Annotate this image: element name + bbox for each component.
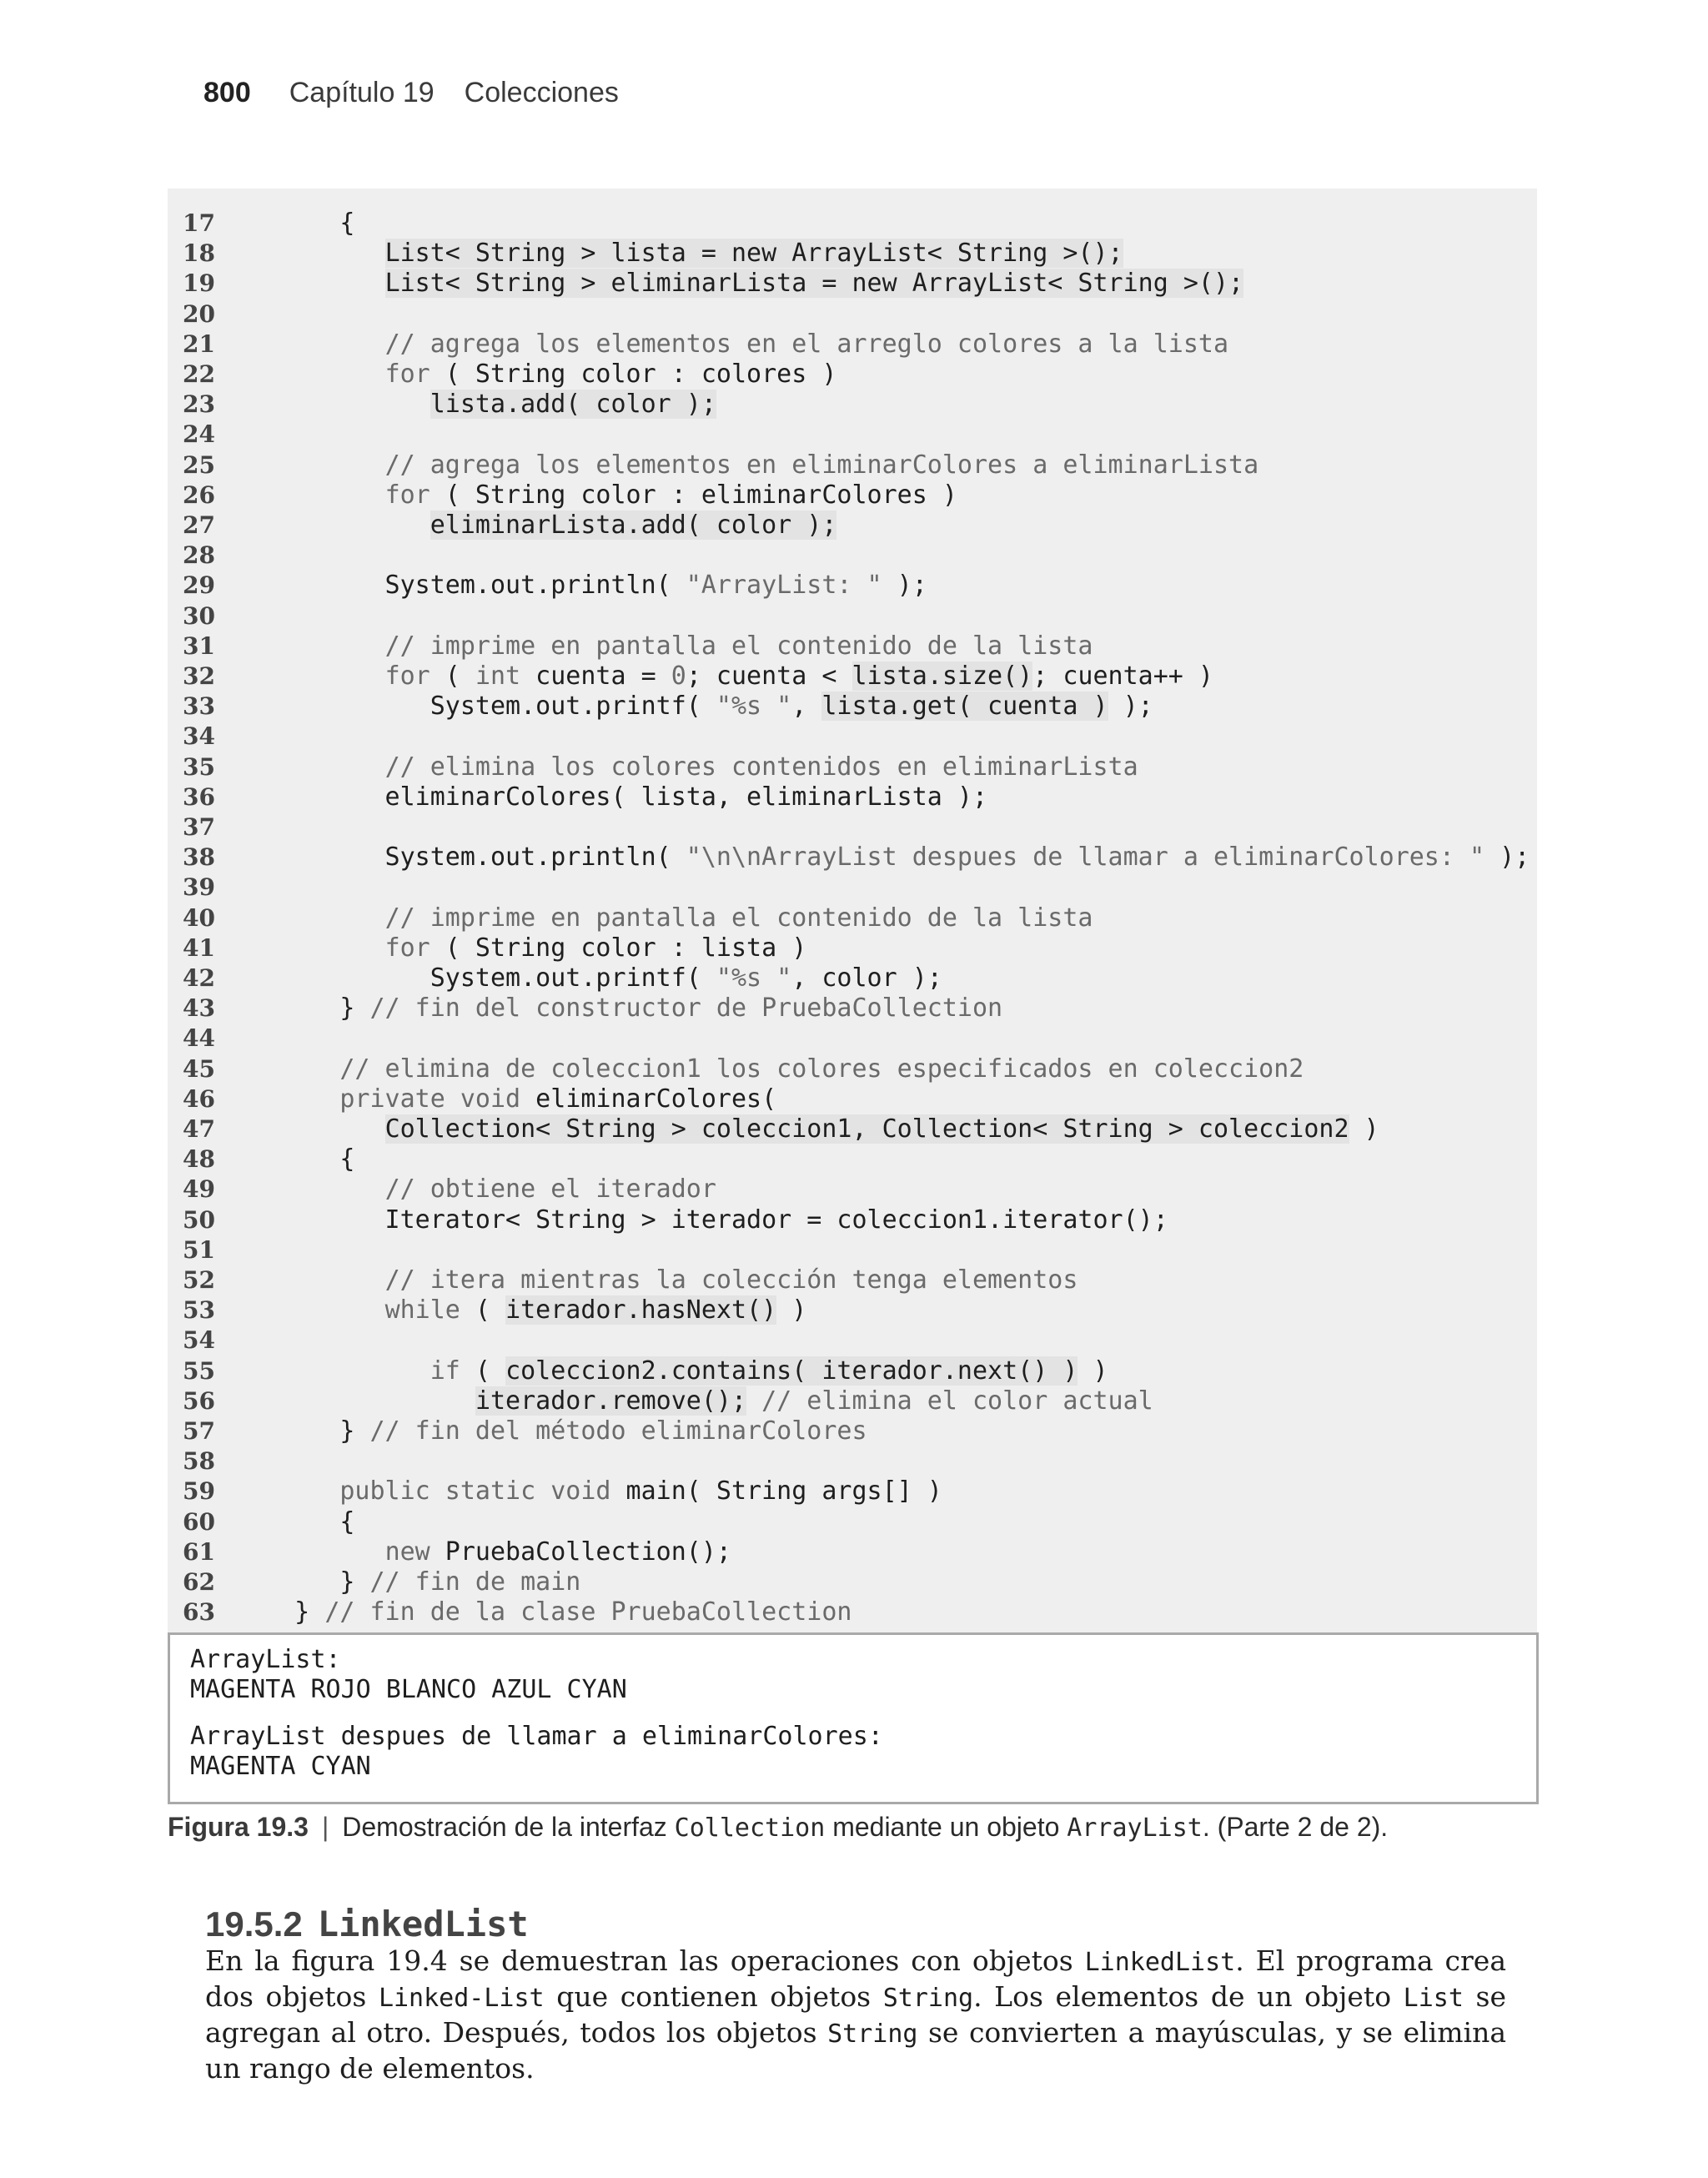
- code-text: [249, 1054, 1304, 1084]
- line-number: 46: [183, 1084, 215, 1113]
- line-number: 35: [183, 752, 215, 781]
- output-line: ArrayList:: [190, 1645, 341, 1674]
- code-token: {: [249, 209, 355, 238]
- code-comment: // agrega los elementos en el arreglo colores a la lista: [384, 329, 1229, 359]
- code-highlight: eliminarLista.add( color );: [430, 511, 837, 540]
- code-comment: // obtiene el iterador: [384, 1175, 716, 1205]
- line-number: 29: [183, 571, 215, 600]
- para-code: Linked-List: [378, 1984, 545, 2013]
- code-token: ): [1349, 1114, 1379, 1144]
- code-token: ( String color : lista ): [430, 933, 807, 963]
- line-number: 60: [183, 1507, 215, 1536]
- line-number: 53: [183, 1296, 215, 1325]
- line-number: 43: [183, 994, 215, 1023]
- figure-label: Figura 19.3: [168, 1812, 309, 1842]
- code-comment: // fin de main: [369, 1567, 581, 1597]
- code-highlight: coleccion2.contains( iterador.next() ): [505, 1356, 1078, 1386]
- program-output: [168, 1632, 1539, 1804]
- caption-code-1: Collection: [674, 1813, 826, 1843]
- code-text: [249, 843, 1530, 873]
- code-text: [249, 963, 942, 993]
- line-number: 41: [183, 933, 215, 962]
- line-number: 61: [183, 1537, 215, 1566]
- line-number: 20: [183, 299, 215, 328]
- line-number: 18: [183, 239, 215, 268]
- code-token: [249, 1265, 385, 1295]
- chapter-title: Colecciones: [464, 77, 619, 108]
- code-token: [249, 661, 385, 691]
- code-token: [249, 360, 385, 389]
- page-number: 800: [203, 77, 251, 108]
- line-number: 63: [183, 1598, 215, 1627]
- code-token: ; cuenta <: [686, 661, 852, 691]
- code-token: {: [249, 1506, 355, 1537]
- code-comment: // elimina los colores contenidos en eliminarLista: [384, 752, 1138, 782]
- para-text: se convierten a mayúsculas, y se elimina un rango de elementos.: [205, 2016, 1506, 2085]
- code-token: eliminarColores(: [520, 1084, 777, 1114]
- code-comment: // itera mientras la colección tenga elementos: [384, 1265, 1078, 1295]
- line-number: 27: [183, 511, 215, 539]
- line-number: 37: [183, 813, 215, 841]
- code-text: [249, 692, 1153, 722]
- para-text: . Los elementos de un objeto: [973, 1980, 1404, 2013]
- code-highlight: iterador.remove();: [475, 1386, 747, 1416]
- code-token: for: [384, 480, 430, 510]
- code-text: [249, 450, 1258, 480]
- line-number: 21: [183, 329, 215, 358]
- code-text: [249, 1114, 1379, 1144]
- code-text: [249, 329, 1228, 360]
- code-token: );: [1108, 692, 1153, 722]
- code-text: [249, 1507, 354, 1537]
- code-text: [249, 1265, 1078, 1295]
- line-number: 48: [183, 1145, 215, 1174]
- code-token: "%s ": [716, 963, 792, 993]
- code-token: for: [384, 933, 430, 963]
- code-text: [249, 511, 836, 541]
- page-header: [203, 77, 619, 109]
- line-number: 40: [183, 903, 215, 932]
- line-number: 26: [183, 480, 215, 509]
- para-text: . El programa crea dos objetos: [205, 1944, 1506, 2013]
- code-token: );: [882, 571, 927, 601]
- line-number: 44: [183, 1024, 215, 1053]
- code-token: [249, 1084, 339, 1114]
- line-number: 59: [183, 1477, 215, 1506]
- code-text: [249, 1537, 731, 1567]
- line-number: 50: [183, 1205, 215, 1234]
- line-number: 52: [183, 1266, 215, 1294]
- code-token: "ArrayList: ": [686, 571, 882, 601]
- para-text: En la figura 19.4 se demuestran las operaciones con objetos: [205, 1944, 1085, 1977]
- code-token: [249, 239, 385, 268]
- code-listing: [168, 189, 1537, 1633]
- code-highlight: Collection< String > coleccion1, Collection< String > coleccion2: [384, 1114, 1349, 1144]
- code-token: int: [475, 661, 521, 691]
- code-token: [249, 511, 430, 540]
- line-number: 36: [183, 782, 215, 811]
- code-comment: // imprime en pantalla el contenido de la lista: [384, 903, 1093, 933]
- line-number: 49: [183, 1175, 215, 1204]
- code-token: [249, 933, 385, 963]
- line-number: 19: [183, 269, 215, 298]
- para-text: que contienen objetos: [544, 1980, 883, 2013]
- line-number: 23: [183, 390, 215, 419]
- code-text: [249, 1356, 1108, 1386]
- code-token: [249, 1356, 430, 1386]
- code-token: [249, 450, 385, 480]
- code-token: [249, 1295, 385, 1325]
- code-token: (: [460, 1295, 506, 1325]
- code-highlight: List< String > eliminarLista = new ArrayList< String >();: [384, 269, 1244, 299]
- code-highlight: lista.add( color );: [430, 390, 716, 420]
- code-text: [249, 480, 957, 511]
- code-highlight: lista.get( cuenta ): [821, 692, 1108, 722]
- code-comment: // agrega los elementos en eliminarColores a eliminarLista: [384, 450, 1259, 480]
- code-token: [249, 1114, 385, 1144]
- line-number: 30: [183, 601, 215, 630]
- code-token: ( String color : eliminarColores ): [430, 480, 957, 510]
- code-token: );: [1484, 843, 1530, 873]
- code-token: [249, 329, 385, 359]
- figure-caption: [168, 1812, 1388, 1843]
- code-text: [249, 1144, 354, 1175]
- para-text: se agregan al otro. Después, todos los objetos: [205, 1980, 1506, 2049]
- code-comment: // fin del constructor de PruebaCollection: [369, 993, 1003, 1024]
- code-token: }: [249, 1567, 370, 1597]
- code-token: for: [384, 360, 430, 389]
- line-number: 38: [183, 843, 215, 872]
- code-token: eliminarColores( lista, eliminarLista );: [249, 782, 988, 812]
- code-token: [249, 269, 385, 298]
- code-token: for: [384, 661, 430, 691]
- line-number: 34: [183, 722, 215, 751]
- code-comment: // fin del método eliminarColores: [369, 1416, 867, 1446]
- code-token: "%s ": [716, 692, 792, 722]
- code-token: , color );: [791, 963, 942, 993]
- code-token: }: [249, 1416, 370, 1446]
- code-token: {: [249, 1144, 355, 1175]
- para-code: LinkedList: [1084, 1948, 1236, 1977]
- code-text: [249, 1084, 776, 1114]
- code-token: System.out.println(: [249, 843, 686, 873]
- chapter-label: Capítulo 19: [289, 77, 435, 108]
- code-text: [249, 1416, 867, 1446]
- caption-text-2: mediante un objeto: [825, 1812, 1068, 1842]
- code-text: [249, 360, 836, 390]
- output-line: MAGENTA ROJO BLANCO AZUL CYAN: [190, 1675, 627, 1704]
- code-token: [746, 1386, 761, 1416]
- code-text: [249, 390, 716, 420]
- code-highlight: List< String > lista = new ArrayList< String >();: [384, 239, 1123, 269]
- code-token: ( String color : colores ): [430, 360, 837, 389]
- line-number: 57: [183, 1417, 215, 1445]
- code-token: 0: [671, 661, 686, 691]
- line-number: 55: [183, 1356, 215, 1385]
- caption-text-1: Demostración de la interfaz: [342, 1812, 675, 1842]
- code-text: [249, 993, 1002, 1024]
- line-number: 31: [183, 631, 215, 660]
- code-comment: // fin de la clase PruebaCollection: [324, 1597, 852, 1627]
- code-token: }: [249, 1597, 325, 1627]
- code-token: new: [384, 1537, 430, 1567]
- code-text: [249, 1175, 716, 1205]
- line-number: 56: [183, 1386, 215, 1415]
- line-number: 58: [183, 1447, 215, 1476]
- code-token: }: [249, 993, 370, 1024]
- line-number: 17: [183, 209, 215, 237]
- code-token: (: [460, 1356, 506, 1386]
- line-number: 22: [183, 360, 215, 388]
- code-token: PruebaCollection();: [430, 1537, 731, 1567]
- code-text: [249, 1386, 1153, 1416]
- body-paragraph: [205, 1944, 1506, 2085]
- caption-text-3: . (Parte 2 de 2).: [1202, 1812, 1389, 1842]
- code-token: [249, 1386, 475, 1416]
- code-token: main( String args[] ): [610, 1476, 942, 1506]
- code-token: [249, 752, 385, 782]
- code-token: System.out.println(: [249, 571, 686, 601]
- code-token: ; cuenta++ ): [1032, 661, 1213, 691]
- code-text: [249, 933, 806, 963]
- code-token: [249, 480, 385, 510]
- code-text: [249, 571, 927, 601]
- code-token: (: [430, 661, 475, 691]
- code-token: [249, 1175, 385, 1204]
- line-number: 42: [183, 964, 215, 992]
- code-comment: // elimina de coleccion1 los colores especificados en coleccion2: [339, 1054, 1304, 1084]
- code-comment: // imprime en pantalla el contenido de la lista: [384, 631, 1093, 661]
- code-token: Iterator< String > iterador = coleccion1.iterator();: [249, 1205, 1168, 1235]
- code-text: [249, 631, 1093, 661]
- line-number: 51: [183, 1235, 215, 1264]
- output-line: ArrayList despues de llamar a eliminarColores:: [190, 1722, 883, 1751]
- code-token: if: [430, 1356, 460, 1386]
- code-text: [249, 1295, 806, 1325]
- code-token: [249, 631, 385, 661]
- code-token: while: [384, 1295, 460, 1325]
- code-token: ,: [791, 692, 822, 722]
- code-token: [249, 1537, 385, 1567]
- line-number: 24: [183, 420, 215, 449]
- code-text: [249, 269, 1243, 299]
- code-token: public static void: [339, 1476, 611, 1506]
- line-number: 45: [183, 1054, 215, 1083]
- section-heading: [205, 1904, 529, 1944]
- code-text: [249, 782, 987, 812]
- code-text: [249, 1567, 580, 1597]
- line-number: 39: [183, 873, 215, 902]
- code-highlight: iterador.hasNext(): [505, 1295, 777, 1325]
- code-token: cuenta =: [520, 661, 671, 691]
- code-text: [249, 1476, 942, 1506]
- code-text: [249, 752, 1138, 782]
- code-token: [249, 1476, 339, 1506]
- code-token: [249, 1054, 339, 1084]
- line-number: 62: [183, 1568, 215, 1596]
- line-number: 32: [183, 662, 215, 690]
- code-text: [249, 209, 354, 239]
- code-text: [249, 239, 1123, 269]
- code-token: [249, 390, 430, 419]
- code-text: [249, 661, 1213, 692]
- line-number: 54: [183, 1326, 215, 1355]
- code-token: System.out.printf(: [249, 963, 716, 993]
- line-number: 47: [183, 1115, 215, 1143]
- section-title: LinkedList: [317, 1904, 529, 1944]
- code-text: [249, 1205, 1168, 1235]
- section-number: 19.5.2: [205, 1904, 303, 1944]
- code-token: [249, 903, 385, 933]
- para-code: List: [1403, 1984, 1464, 2013]
- code-text: [249, 903, 1093, 933]
- para-code: String: [882, 1984, 974, 2013]
- code-token: "\n\nArrayList despues de llamar a eliminarColores: ": [686, 843, 1485, 873]
- code-token: ): [1078, 1356, 1108, 1386]
- caption-separator: |: [321, 1812, 329, 1842]
- line-number: 28: [183, 541, 215, 570]
- para-code: String: [827, 2020, 918, 2049]
- line-number: 25: [183, 450, 215, 479]
- code-comment: // elimina el color actual: [761, 1386, 1153, 1416]
- output-line: MAGENTA CYAN: [190, 1752, 371, 1781]
- code-token: System.out.printf(: [249, 692, 716, 722]
- code-highlight: lista.size(): [851, 661, 1033, 691]
- code-token: private void: [339, 1084, 521, 1114]
- code-token: ): [776, 1295, 807, 1325]
- caption-code-2: ArrayList: [1067, 1813, 1203, 1843]
- code-text: [249, 1597, 851, 1627]
- line-number: 33: [183, 692, 215, 721]
